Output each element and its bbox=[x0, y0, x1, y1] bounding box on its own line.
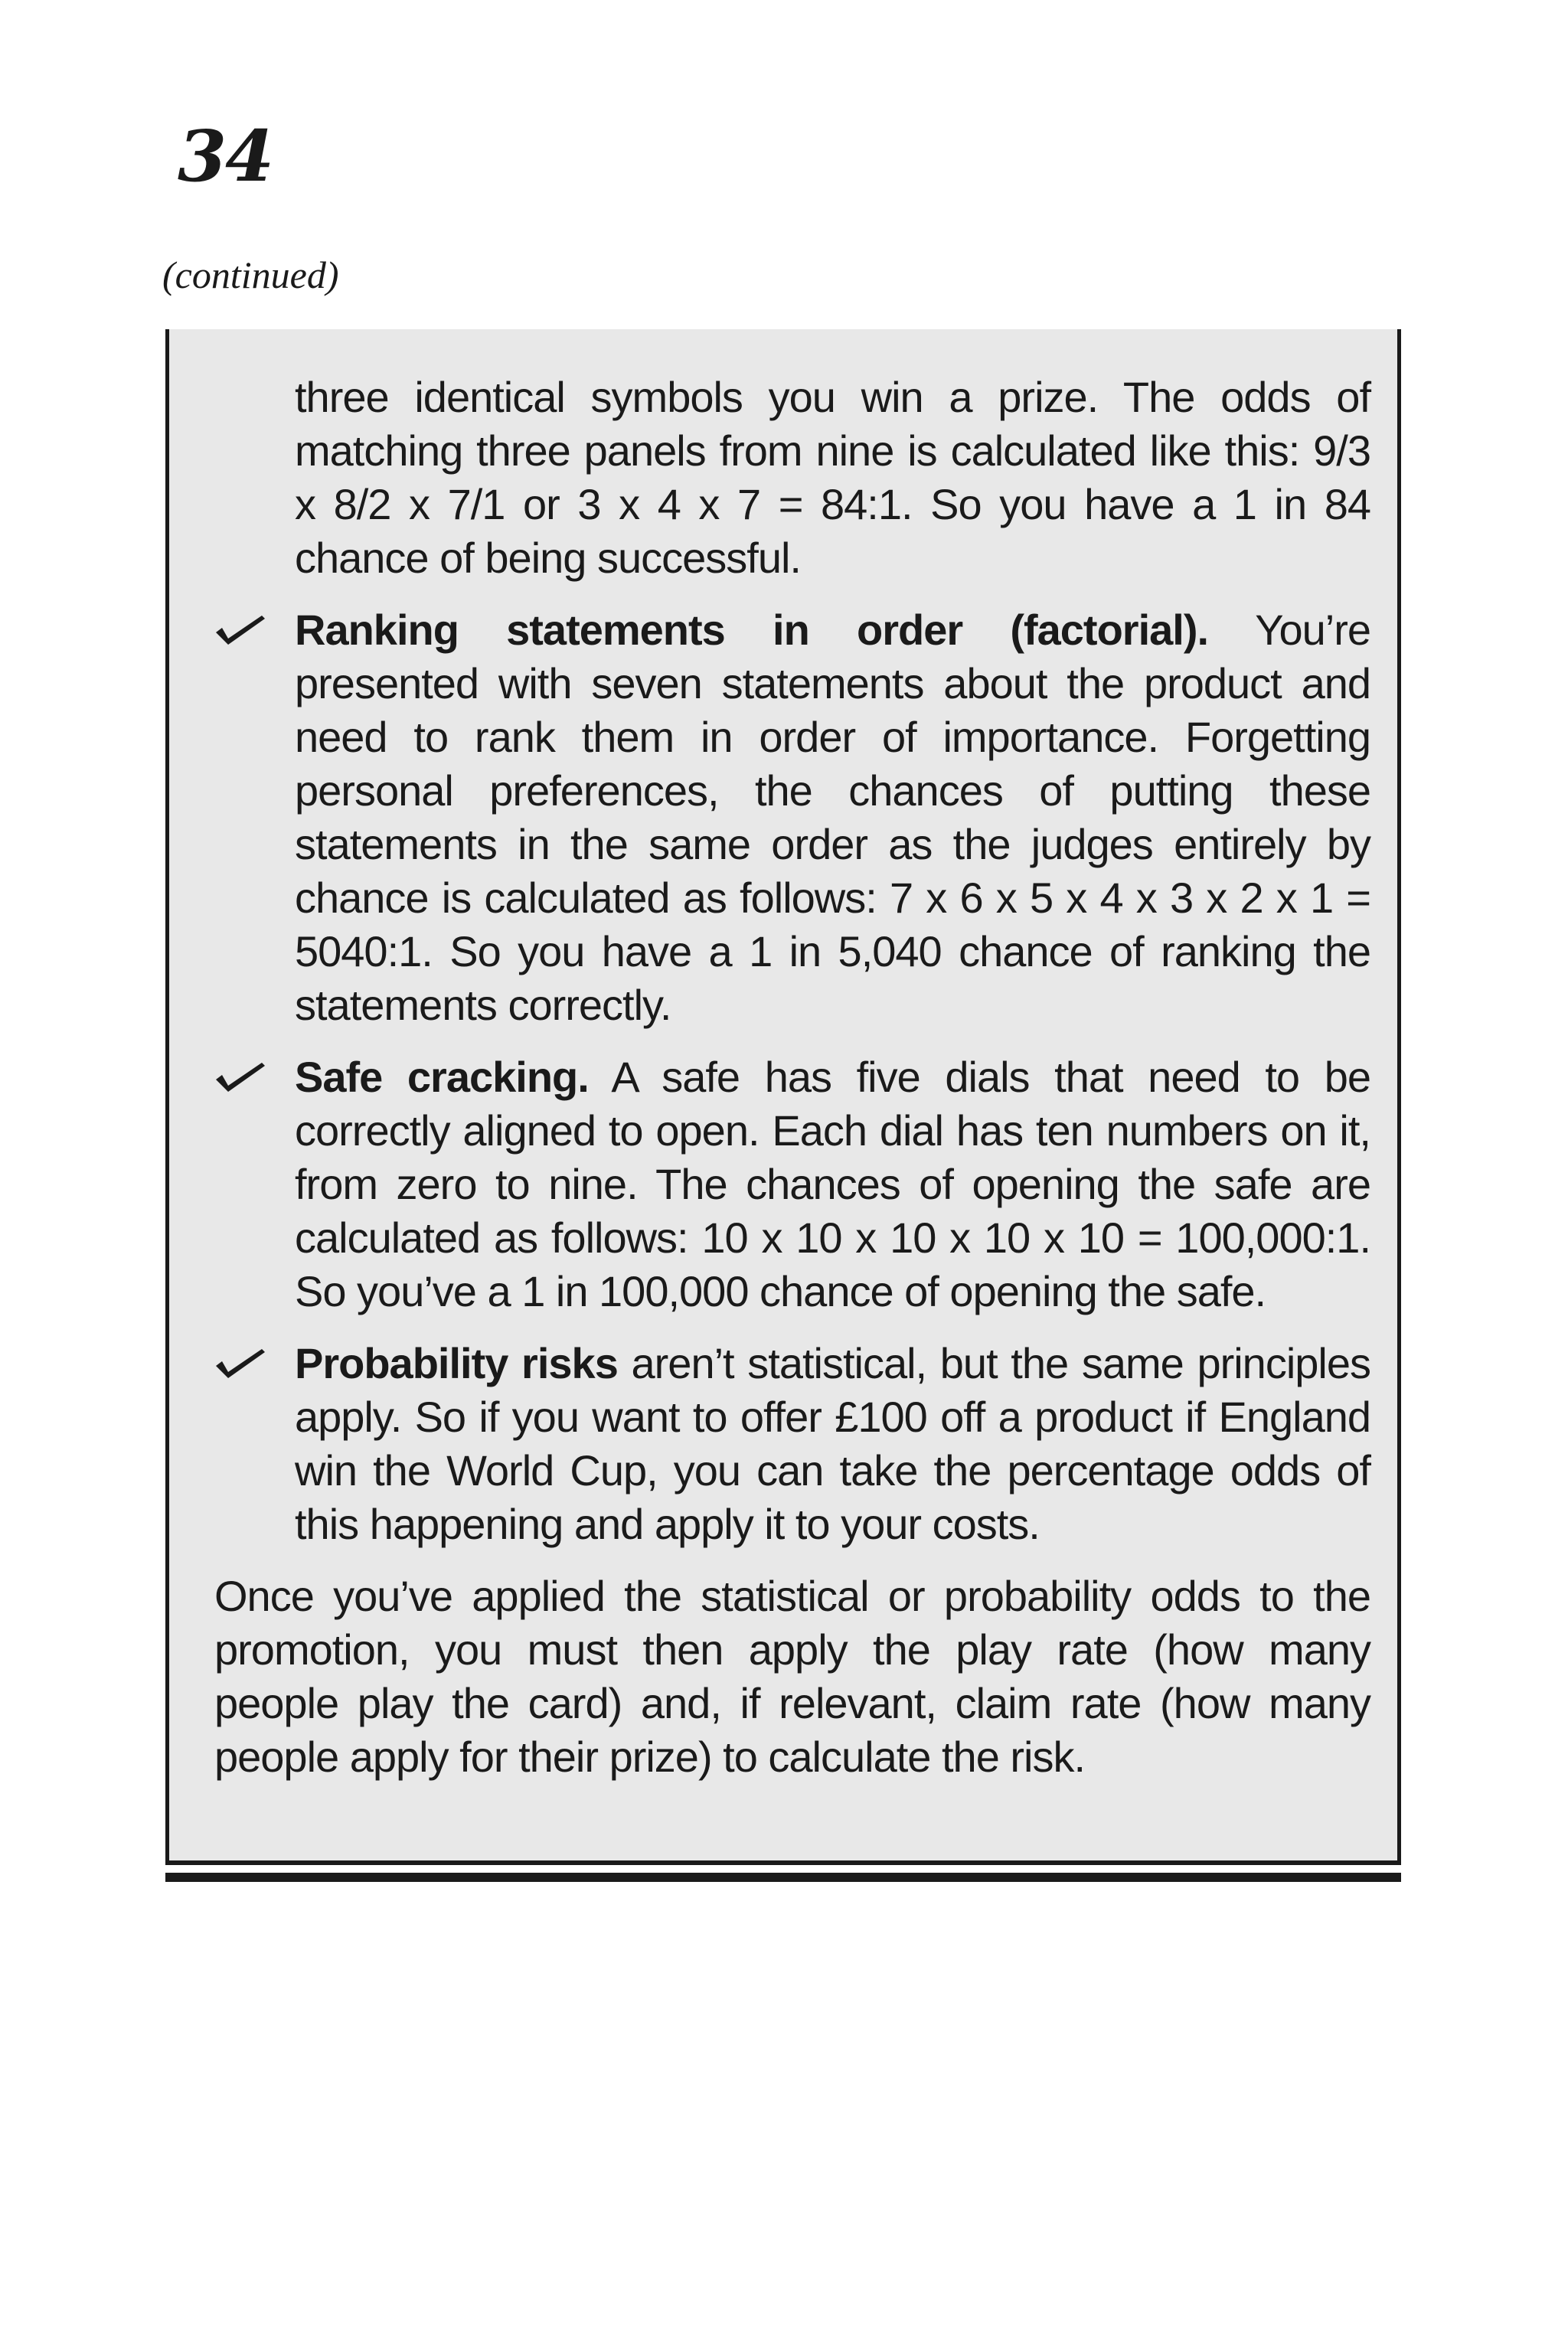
check-icon bbox=[214, 1060, 266, 1093]
list-item bbox=[295, 1337, 1370, 1551]
list-item bbox=[295, 1050, 1370, 1318]
check-icon bbox=[214, 612, 266, 646]
list-item-heading: Probability risks bbox=[295, 1339, 618, 1387]
continued-label: (continued) bbox=[162, 253, 339, 296]
list-item bbox=[295, 603, 1370, 1032]
check-icon bbox=[214, 1346, 266, 1380]
list-item-heading: Safe cracking. bbox=[295, 1053, 589, 1101]
closing-paragraph: Once you’ve applied the statistical or probability odds to the promotion, you must then apply the play rate (how many people play the card) and, if relevant, claim rate (how many people apply for their prize) to calculate the risk. bbox=[214, 1572, 1370, 1781]
list-item-text: aren’t statistical, but the same principles apply. So if you want to offer £100 off a product if England win the World Cup, you can take the percentage odds of this happening and apply it to your costs. bbox=[295, 1339, 1370, 1548]
list-item-heading: Ranking statements in order (factorial). bbox=[295, 606, 1209, 654]
intro-paragraph: three identical symbols you win a prize. The odds of matching three panels from nine is calculated like this: 9/3 x 8/2 x 7/1 or 3 x 4 x 7 = 84:1. So you have a 1 in 84 chance of being successful. bbox=[295, 373, 1370, 582]
sidebar-rule-thin bbox=[165, 1860, 1401, 1865]
list-item-text: A safe has five dials that need to be correctly aligned to open. Each dial has ten numbers on it, from zero to nine. The chances of opening the safe are calculated as follows: 10 x 10 x 10 x 10 x 10 = 100,000:1. So you’ve a 1 in 100,000 chance of opening the safe. bbox=[295, 1053, 1370, 1315]
list-item-text: You’re presented with seven statements about the product and need to rank them in order of importance. Forgetting personal preferences, the chances of putting these statements in the same order as the judges entirely by chance is calculated as follows: 7 x 6 x 5 x 4 x 3 x 2 x 1 = 5040:1. So you have a 1 in 5,040 chance of ranking the statements correctly. bbox=[295, 606, 1370, 1029]
sidebar-content bbox=[214, 371, 1370, 1784]
page-number: 34 bbox=[178, 115, 273, 198]
sidebar-rule-thick bbox=[165, 1873, 1401, 1882]
